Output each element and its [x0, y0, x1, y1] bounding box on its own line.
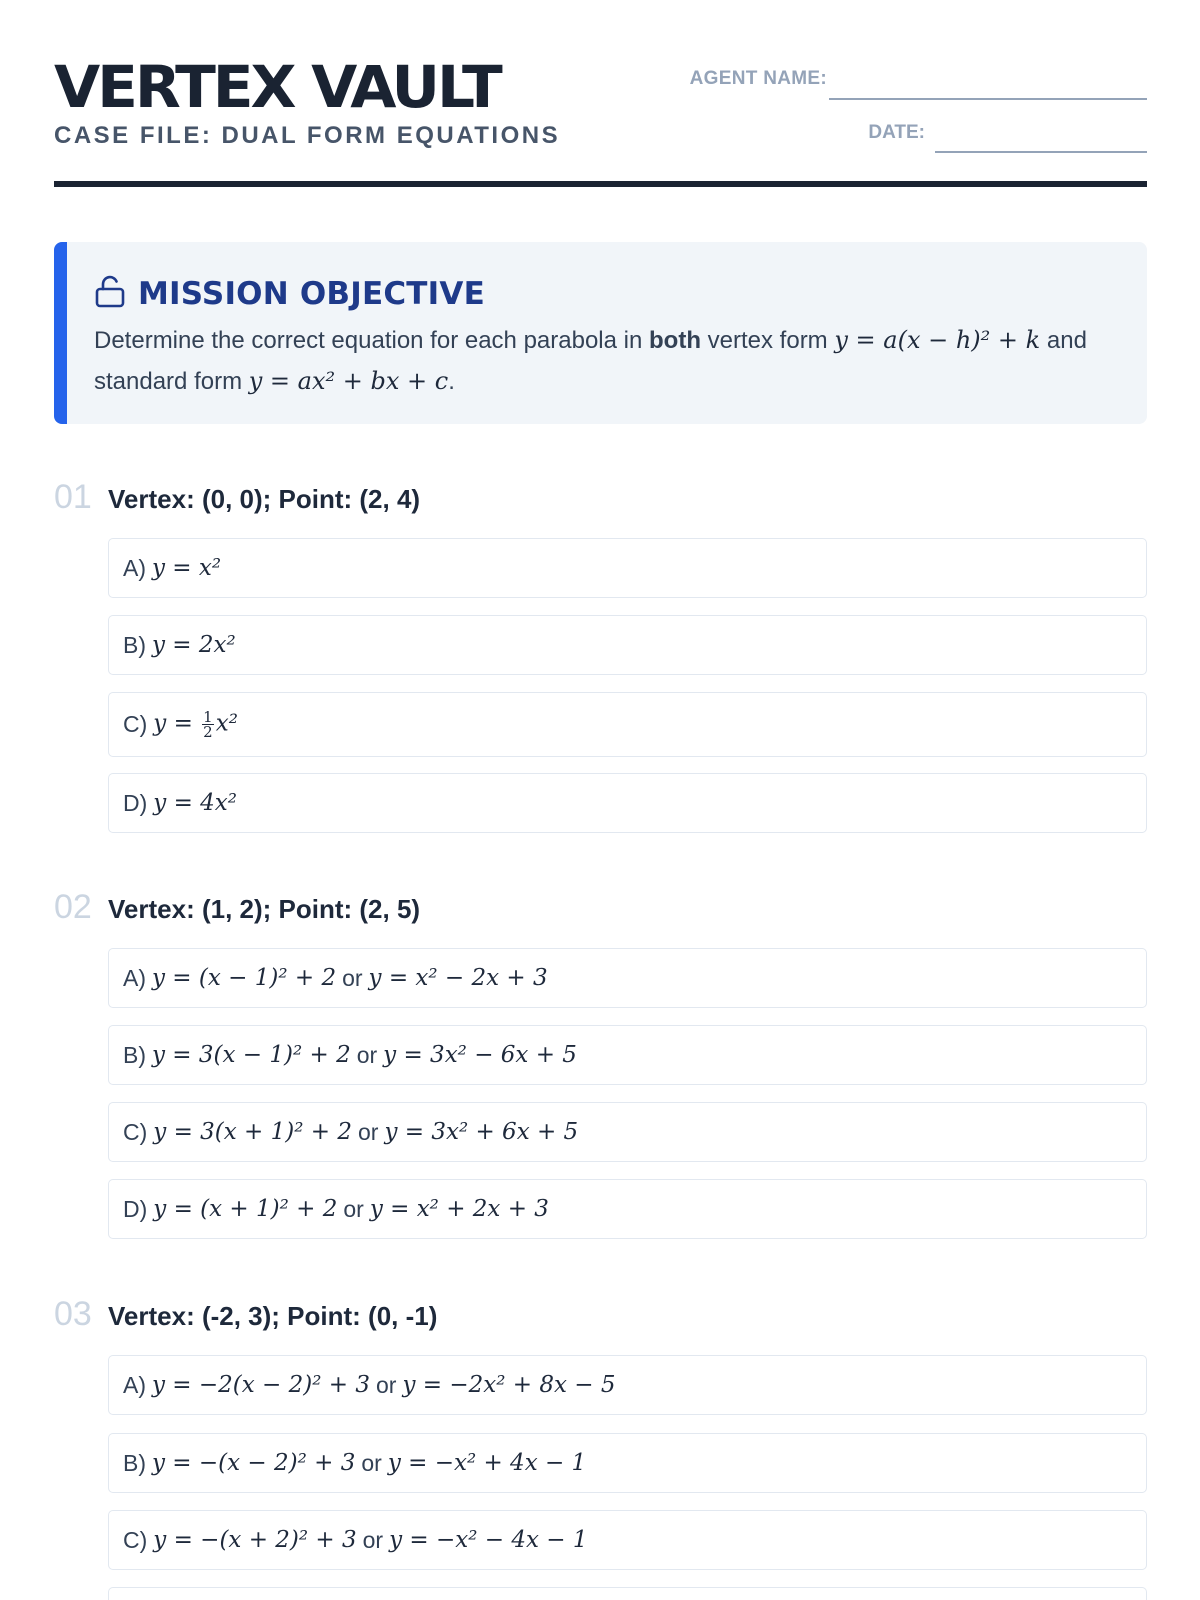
- q3-option-d-partial[interactable]: [108, 1587, 1147, 1600]
- question-prompt: Vertex: (0, 0); Point: (2, 4): [108, 484, 421, 514]
- objective-header: [94, 274, 485, 313]
- q1-option-c[interactable]: [108, 692, 1147, 757]
- question-3-header: [54, 1295, 437, 1334]
- q3-option-c[interactable]: [108, 1510, 1147, 1570]
- option-standard-form: y = 3x² − 6x + 5: [383, 1042, 577, 1068]
- mission-objective-box: [54, 242, 1147, 424]
- option-equation: y = 2x²: [152, 632, 236, 658]
- option-vertex-form: y = 3(x + 1)² + 2: [153, 1119, 352, 1145]
- q2-option-c[interactable]: [108, 1102, 1147, 1162]
- equation-prefix: y =: [153, 710, 201, 737]
- option-equation: y = 4x²: [153, 790, 237, 816]
- option-letter: D): [123, 1195, 148, 1222]
- objective-bold: both: [649, 327, 701, 354]
- option-letter: C): [123, 1118, 148, 1145]
- option-or: or: [375, 1371, 397, 1398]
- option-letter: A): [123, 964, 146, 991]
- option-standard-form: y = −x² + 4x − 1: [387, 1450, 587, 1476]
- option-letter: A): [123, 554, 146, 581]
- q1-option-b[interactable]: [108, 615, 1147, 675]
- q3-option-b[interactable]: [108, 1433, 1147, 1493]
- option-equation: [153, 710, 238, 739]
- objective-text-1: Determine the correct equation for each parabola in: [94, 327, 649, 354]
- option-or: or: [342, 964, 363, 991]
- option-or: or: [343, 1195, 364, 1222]
- option-letter: C): [123, 1526, 148, 1553]
- date-field[interactable]: [935, 151, 1147, 153]
- option-vertex-form: y = 3(x − 1)² + 2: [152, 1042, 351, 1068]
- objective-text-4: .: [448, 368, 455, 395]
- equation-suffix: x²: [215, 710, 238, 737]
- question-prompt: Vertex: (-2, 3); Point: (0, -1): [108, 1301, 438, 1331]
- q1-option-a[interactable]: [108, 538, 1147, 598]
- option-vertex-form: y = −(x − 2)² + 3: [152, 1450, 356, 1476]
- objective-text-2: vertex form: [700, 327, 835, 354]
- agent-name-field[interactable]: [829, 98, 1147, 100]
- option-or: or: [358, 1118, 379, 1145]
- question-2-header: [54, 888, 420, 927]
- case-file-subtitle: CASE FILE: DUAL FORM EQUATIONS: [54, 122, 561, 149]
- unlock-icon: [94, 274, 138, 313]
- option-or: or: [356, 1041, 378, 1068]
- fraction: [202, 710, 214, 739]
- question-prompt: Vertex: (1, 2); Point: (2, 5): [108, 894, 421, 924]
- option-standard-form: y = −x² − 4x − 1: [389, 1527, 588, 1553]
- objective-text-3: and standard form: [94, 327, 1087, 395]
- option-letter: B): [123, 1449, 146, 1476]
- standard-form-formula: y = ax² + bx + c: [248, 367, 449, 395]
- header-divider: [54, 181, 1147, 187]
- option-letter: B): [123, 631, 146, 658]
- option-standard-form: y = x² + 2x + 3: [369, 1196, 549, 1222]
- question-number: 03: [54, 1295, 92, 1333]
- q2-option-b[interactable]: [108, 1025, 1147, 1085]
- option-letter: D): [123, 789, 148, 816]
- option-letter: C): [123, 711, 148, 737]
- vertex-form-formula: y = a(x − h)² + k: [834, 326, 1041, 354]
- option-vertex-form: y = (x − 1)² + 2: [152, 965, 337, 991]
- option-vertex-form: y = (x + 1)² + 2: [153, 1196, 338, 1222]
- q2-option-d[interactable]: [108, 1179, 1147, 1239]
- question-number: 01: [54, 478, 92, 516]
- option-standard-form: y = x² − 2x + 3: [368, 965, 548, 991]
- option-vertex-form: y = −2(x − 2)² + 3: [152, 1372, 370, 1398]
- option-or: or: [362, 1526, 384, 1553]
- q1-option-d[interactable]: [108, 773, 1147, 833]
- objective-title: MISSION OBJECTIVE: [138, 275, 485, 312]
- option-standard-form: y = 3x² + 6x + 5: [384, 1119, 579, 1145]
- date-label: DATE:: [868, 122, 925, 143]
- option-standard-form: y = −2x² + 8x − 5: [402, 1372, 616, 1398]
- brand-title: VERTEX VAULT: [54, 53, 500, 121]
- objective-text: [94, 320, 1114, 402]
- option-or: or: [361, 1449, 382, 1476]
- q2-option-a[interactable]: [108, 948, 1147, 1008]
- option-vertex-form: y = −(x + 2)² + 3: [153, 1527, 357, 1553]
- question-number: 02: [54, 888, 92, 926]
- fraction-denominator: 2: [203, 723, 213, 741]
- question-1-header: [54, 478, 420, 517]
- agent-name-label: AGENT NAME:: [689, 68, 827, 89]
- fraction-numerator: 1: [203, 708, 213, 726]
- objective-accent-bar: [54, 242, 67, 424]
- option-letter: A): [123, 1371, 146, 1398]
- option-equation: y = x²: [152, 555, 222, 581]
- option-letter: B): [123, 1041, 146, 1068]
- q3-option-a[interactable]: [108, 1355, 1147, 1415]
